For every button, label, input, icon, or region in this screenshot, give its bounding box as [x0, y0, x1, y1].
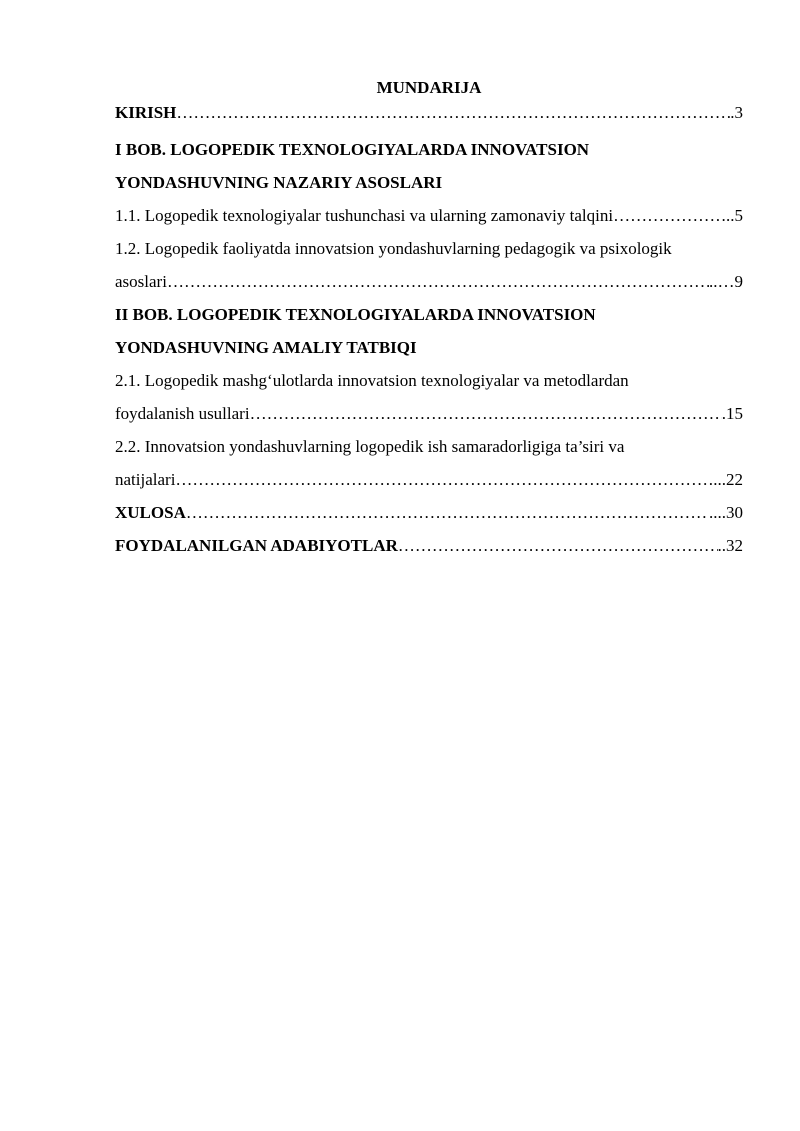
- toc-leader-dots: [398, 529, 718, 562]
- toc-entry-2-1-line-2: [115, 397, 743, 430]
- toc-entry-1-1: [115, 199, 743, 232]
- document-page: [115, 76, 743, 562]
- toc-leader-dots: [167, 265, 709, 298]
- toc-title: MUNDARIJA: [376, 78, 482, 97]
- toc-entry-text: KIRISH: [115, 103, 177, 122]
- toc-page-number: .3: [730, 103, 743, 122]
- toc-leader-dots: [176, 100, 730, 126]
- toc-page-number: ....30: [709, 503, 743, 522]
- toc-page-number: ..…9: [709, 272, 743, 291]
- toc-entry-text: XULOSA: [115, 503, 186, 522]
- toc-entry-adabiyotlar: [115, 529, 743, 562]
- toc-page-number: .15: [721, 404, 743, 423]
- toc-page-number: ..32: [717, 536, 743, 555]
- toc-entry-text: asoslari: [115, 272, 167, 291]
- toc-entry-2-2-line-1: 2.2. Innovatsion yondashuvlarning logopedik ish samaradorligiga ta’siri va: [115, 437, 625, 456]
- toc-leader-dots: [175, 463, 713, 496]
- toc-entry-text: 1.1. Logopedik texnologiyalar tushunchasi va ularning zamonaviy talqini: [115, 206, 614, 225]
- toc-chapter-2-line-2: YONDASHUVNING AMALIY TATBIQI: [115, 338, 417, 357]
- toc-chapter-1-line-2: YONDASHUVNING NAZARIY ASOSLARI: [115, 173, 443, 192]
- toc-leader-dots: [250, 397, 722, 430]
- toc-entry-2-1-line-1: 2.1. Logopedik mashg‘ulotlarda innovatsion texnologiyalar va metodlardan: [115, 371, 629, 390]
- toc-entry-text: FOYDALANILGAN ADABIYOTLAR: [115, 536, 398, 555]
- toc-entry-1-2-line-2: [115, 265, 743, 298]
- toc-entry-xulosa: [115, 496, 743, 529]
- toc-entry-kirish: [115, 100, 743, 126]
- toc-page-number: ...22: [713, 470, 743, 489]
- toc-entry-2-2-line-2: [115, 463, 743, 496]
- toc-leader-dots: [186, 496, 709, 529]
- toc-entry-text: natijalari: [115, 470, 176, 489]
- toc-chapter-1-line-1: I BOB. LOGOPEDIK TEXNOLOGIYALARDA INNOVATSION: [115, 140, 590, 159]
- toc-entry-text: foydalanish usullari: [115, 404, 250, 423]
- toc-chapter-2-line-1: II BOB. LOGOPEDIK TEXNOLOGIYALARDA INNOVATSION: [115, 305, 596, 324]
- toc-entry-1-2-line-1: 1.2. Logopedik faoliyatda innovatsion yondashuvlarning pedagogik va psixologik: [115, 239, 672, 258]
- toc-leader-dots: [613, 199, 726, 232]
- toc-page-number: ..5: [726, 206, 743, 225]
